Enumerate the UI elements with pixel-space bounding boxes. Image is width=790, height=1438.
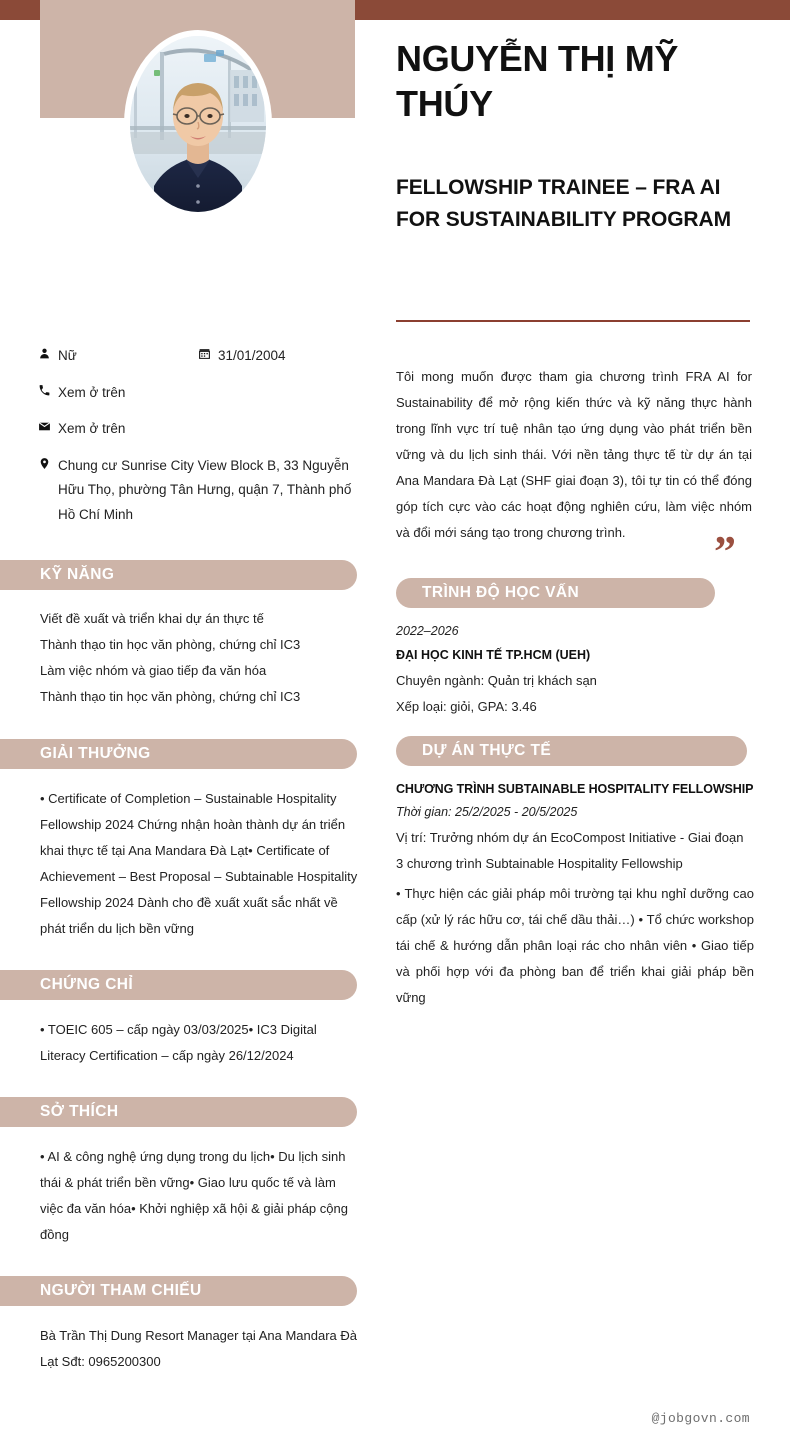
phone-value: Xem ở trên bbox=[58, 384, 126, 400]
birthdate-value: 31/01/2004 bbox=[218, 348, 286, 363]
contact-block bbox=[38, 344, 378, 539]
left-column bbox=[0, 0, 390, 1438]
section-header-skills bbox=[0, 560, 357, 590]
envelope-icon bbox=[38, 417, 58, 434]
section-title-hobbies: SỞ THÍCH bbox=[40, 1103, 119, 1120]
project-section bbox=[396, 736, 754, 1011]
email-value: Xem ở trên bbox=[58, 421, 126, 437]
education-school: ĐẠI HỌC KINH TẾ TP.HCM (UEH) bbox=[396, 647, 591, 662]
quote-mark-icon: ” bbox=[714, 527, 736, 576]
phone-icon bbox=[38, 381, 58, 398]
phone-field bbox=[38, 381, 378, 406]
location-pin-icon bbox=[38, 454, 58, 471]
education-major: Chuyên ngành: Quản trị khách sạn bbox=[396, 672, 597, 688]
education-section bbox=[396, 578, 754, 720]
skills-list bbox=[40, 606, 360, 710]
watermark: @jobgovn.com bbox=[651, 1411, 750, 1426]
list-item: Thành thạo tin học văn phòng, chứng chỉ IC3 bbox=[40, 689, 301, 704]
project-role: Vị trí: Trưởng nhóm dự án EcoCompost Initiative - Giai đoạn 3 chương trình Subtainable Hospitality Fellowship bbox=[396, 829, 744, 871]
contact-row bbox=[38, 344, 378, 369]
section-header-hobbies bbox=[0, 1097, 357, 1127]
address-field bbox=[38, 454, 378, 528]
gender-field bbox=[38, 344, 198, 369]
references-body: Bà Trần Thị Dung Resort Manager tại Ana Mandara Đà Lạt Sđt: 0965200300 bbox=[40, 1328, 357, 1369]
project-details: • Thực hiện các giải pháp môi trường tại khu nghỉ dưỡng cao cấp (xử lý rác hữu cơ, tái chế dầu thải…) • Tổ chức workshop tái chế & hướng dẫn phân loại rác cho nhân viên • Giao tiếp và phối hợp với đa phòng ban để triển khai giải pháp bền vững bbox=[396, 885, 754, 1005]
section-title-skills: KỸ NĂNG bbox=[40, 566, 115, 583]
person-icon bbox=[38, 344, 58, 369]
summary-paragraph: Tôi mong muốn được tham gia chương trình FRA AI for Sustainability để mở rộng kiến thức và kỹ năng thực hành trong lĩnh vực trí tuệ nhân tạo ứng dụng vào phát triển bền vững và du lịch sinh thái. Với nền tảng thực tế từ dự án tại Ana Mandara Đà Lạt (SHF giai đoạn 3), tôi tự tin có thể đóng góp tích cực vào các hoạt động nghiên cứu, làm việc nhóm và đổi mới sáng tạo trong chương trình. bbox=[396, 369, 752, 540]
section-title-awards: GIẢI THƯỞNG bbox=[40, 745, 151, 762]
section-header-project bbox=[396, 736, 747, 766]
page-title: NGUYỄN THỊ MỸ THÚY bbox=[396, 38, 679, 125]
section-header-awards bbox=[0, 739, 357, 769]
list-item: Viết đề xuất và triển khai dự án thực tế bbox=[40, 611, 264, 626]
project-program: CHƯƠNG TRÌNH SUBTAINABLE HOSPITALITY FELLOWSHIP bbox=[396, 782, 754, 796]
avatar-photo bbox=[130, 36, 266, 212]
section-header-certificates bbox=[0, 970, 357, 1000]
list-item: Thành thạo tin học văn phòng, chứng chỉ IC3 bbox=[40, 637, 301, 652]
education-grade: Xếp loại: giỏi, GPA: 3.46 bbox=[396, 698, 537, 714]
hobbies-body: • AI & công nghệ ứng dụng trong du lịch• Du lịch sinh thái & phát triển bền vững• Giao lưu quốc tế và làm việc đa văn hóa• Khởi nghiệp xã hội & giải pháp cộng đồng bbox=[40, 1149, 348, 1242]
section-title-education: TRÌNH ĐỘ HỌC VẤN bbox=[422, 584, 580, 601]
title-divider bbox=[396, 320, 750, 322]
avatar bbox=[130, 36, 266, 212]
job-title: FELLOWSHIP TRAINEE – FRA AI FOR SUSTAINABILITY PROGRAM bbox=[396, 176, 731, 231]
section-title-references: NGƯỜI THAM CHIẾU bbox=[40, 1282, 202, 1299]
project-period: Thời gian: 25/2/2025 - 20/5/2025 bbox=[396, 805, 578, 820]
gender-value: Nữ bbox=[58, 348, 77, 363]
education-period: 2022–2026 bbox=[396, 624, 459, 638]
awards-body: • Certificate of Completion – Sustainable Hospitality Fellowship 2024 Chứng nhận hoàn thành dự án triển khai thực tế tại Ana Mandara Đà Lạt• Certificate of Achievement – Best Proposal – Subtainable Hospitality Fellowship 2024 Dành cho đề xuất xuất sắc nhất về phát triển du lịch bền vững bbox=[40, 791, 358, 936]
calendar-icon bbox=[198, 344, 218, 369]
email-field bbox=[38, 417, 378, 442]
birthdate-field bbox=[198, 344, 286, 369]
certificates-body: • TOEIC 605 – cấp ngày 03/03/2025• IC3 Digital Literacy Certification – cấp ngày 26/12/2024 bbox=[40, 1022, 317, 1063]
section-header-education bbox=[396, 578, 715, 608]
section-header-references bbox=[0, 1276, 357, 1306]
address-value: Chung cư Sunrise City View Block B, 33 Nguyễn Hữu Thọ, phường Tân Hưng, quận 7, Thành phố Hồ Chí Minh bbox=[58, 457, 352, 522]
section-title-certificates: CHỨNG CHỈ bbox=[40, 976, 134, 993]
list-item: Làm việc nhóm và giao tiếp đa văn hóa bbox=[40, 663, 267, 678]
section-title-project: DỰ ÁN THỰC TẾ bbox=[422, 742, 552, 759]
